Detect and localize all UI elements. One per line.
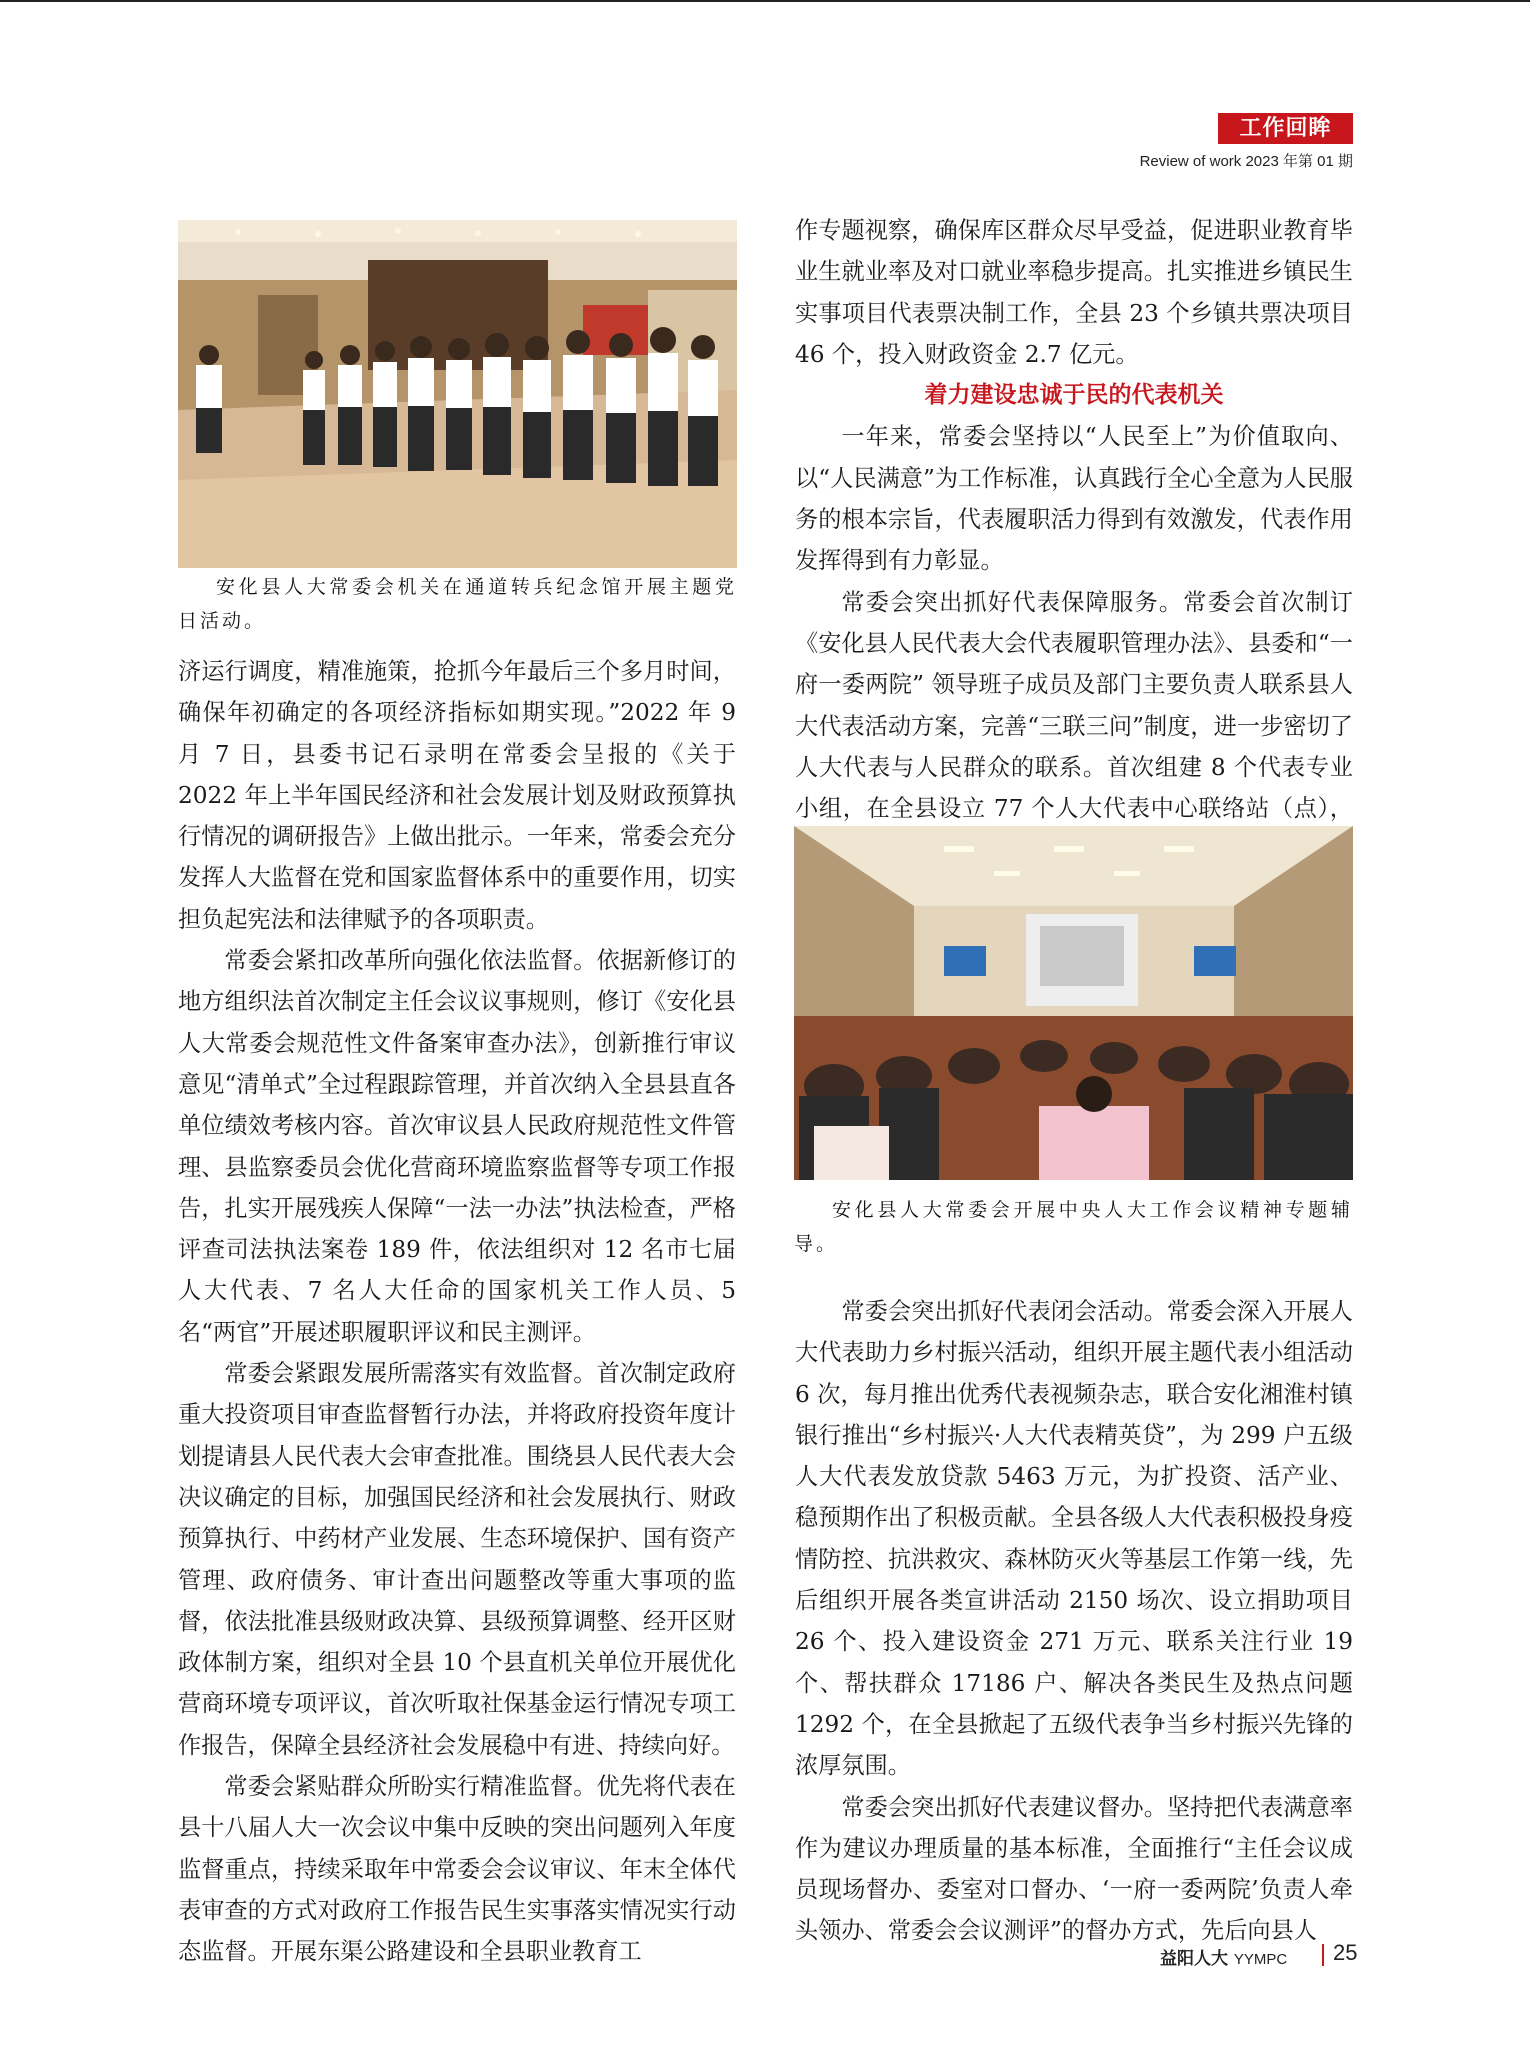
left-column xyxy=(178,651,736,1973)
footer-divider xyxy=(1322,1944,1324,1966)
top-rule xyxy=(0,0,1530,2)
left-paragraph: 常委会紧贴群众所盼实行精准监督。优先将代表在县十八届人大一次会议中集中反映的突出问题列入年度监督重点，持续采取年中常委会会议审议、年末全体代表审查的方式对政府工作报告民生实事落实情况实行动态监督。开展东渠公路建设和全县职业教育工 xyxy=(178,1773,736,1966)
section-title: 工作回眸 xyxy=(1218,113,1353,144)
right-column-bottom xyxy=(795,1291,1353,1952)
magazine-name-cn: 益阳人大 xyxy=(1160,1949,1228,1969)
left-paragraph: 常委会紧跟发展所需落实有效监督。首次制定政府重大投资项目审查监督暂行办法，并将政府投资年度计划提请县人民代表大会审查批准。围绕县人民代表大会决议确定的目标，加强国民经济和社会发展执行、财政预算执行、中药材产业发展、生态环境保护、国有资产管理、政府债务、审计查出问题整改等重大事项的监督，依法批准县级财政决算、县级预算调整、经开区财政体制方案，组织对全县 10 个县直机关单位开展优化营商环境专项评议，首次听取社保基金运行情况专项工作报告，保障全县经济社会发展稳中有进、持续向好。 xyxy=(178,1360,736,1759)
magazine-name-en: YYMPC xyxy=(1233,1951,1288,1968)
section-heading: 着力建设忠诚于民的代表机关 xyxy=(924,382,1224,409)
page-number: 25 xyxy=(1333,1940,1358,1965)
photo1-caption: 安化县人大常委会机关在通道转兵纪念馆开展主题党日活动。 xyxy=(178,576,737,632)
right-column-top xyxy=(795,210,1353,871)
right-paragraph: 常委会突出抓好代表闭会活动。常委会深入开展人大代表助力乡村振兴活动，组织开展主题代表小组活动 6 次，每月推出优秀代表视频杂志，联合安化湘淮村镇银行推出“乡村振兴·人大代表精英贷”，为 299 户五级人大代表发放贷款 5463 万元，为扩投资、活产业、稳预期作出了积极贡献。全县各级人大代表积极投身疫情防控、抗洪救灾、森林防灭火等基层工作第一线，先后组织开展各类宣讲活动 2150 场次、设立捐助项目 26 个、投入建设资金 271 万元、联系关注行业 19 个、帮扶群众 17186 户、解决各类民生及热点问题 1292 个，在全县掀起了五级代表争当乡村振兴先锋的浓厚氛围。 xyxy=(795,1298,1353,1780)
right-paragraph: 常委会突出抓好代表建议督办。坚持把代表满意率作为建议办理质量的基本标准，全面推行“主任会议成员现场督办、委室对口督办、‘一府一委两院’负责人牵头领办、常委会会议测评”的督办方式，先后向县人 xyxy=(795,1793,1353,1945)
issue-subtitle: Review of work 2023 年第 01 期 xyxy=(1139,153,1353,170)
left-paragraph: 济运行调度，精准施策，抢抓今年最后三个多月时间，确保年初确定的各项经济指标如期实现。”2022 年 9 月 7 日，县委书记石录明在常委会呈报的《关于 2022 年上半年国民经济和社会发展计划及财政预算执行情况的调研报告》上做出批示。一年来，常委会充分发挥人大监督在党和国家监督体系中的重要作用，切实担负起宪法和法律赋予的各项职责。 xyxy=(178,658,736,933)
left-paragraph: 常委会紧扣改革所向强化依法监督。依据新修订的地方组织法首次制定主任会议议事规则，修订《安化县人大常委会规范性文件备案审查办法》，创新推行审议意见“清单式”全过程跟踪管理，并首次纳入全县县直各单位绩效考核内容。首次审议县人民政府规范性文件管理、县监察委员会优化营商环境监察监督等专项工作报告，扎实开展残疾人保障“一法一办法”执法检查，严格评查司法执法案卷 189 件，依法组织对 12 名市七届人大代表、7 名人大任命的国家机关工作人员、5 名“两官”开展述职履职评议和民主测评。 xyxy=(178,947,736,1346)
photo-oath-ceremony xyxy=(178,220,737,568)
photo2-caption: 安化县人大常委会开展中央人大工作会议精神专题辅导。 xyxy=(794,1199,1353,1255)
right-paragraph: 一年来，常委会坚持以“人民至上”为价值取向、以“人民满意”为工作标准，认真践行全心全意为人民服务的根本宗旨，代表履职活力得到有效激发，代表作用发挥得到有力彰显。 xyxy=(795,423,1353,575)
right-paragraph: 作专题视察，确保库区群众尽早受益，促进职业教育毕业生就业率及对口就业率稳步提高。扎实推进乡镇民生实事项目代表票决制工作，全县 23 个乡镇共票决项目 46 个，投入财政资金 2.7 亿元。 xyxy=(795,217,1353,368)
magazine-name xyxy=(1160,1944,1287,1969)
right-paragraph: 常委会突出抓好代表保障服务。常委会首次制订《安化县人民代表大会代表履职管理办法》、县委和“一府一委两院” 领导班子成员及部门主要负责人联系县人大代表活动方案，完善“三联三问”制度，进一步密切了人大代表与人民群众的联系。首次组建 8 个代表专业小组，在全县设立 77 个人大代表中心联络站（点）， xyxy=(795,588,1353,823)
photo-meeting-hall xyxy=(794,826,1353,1180)
